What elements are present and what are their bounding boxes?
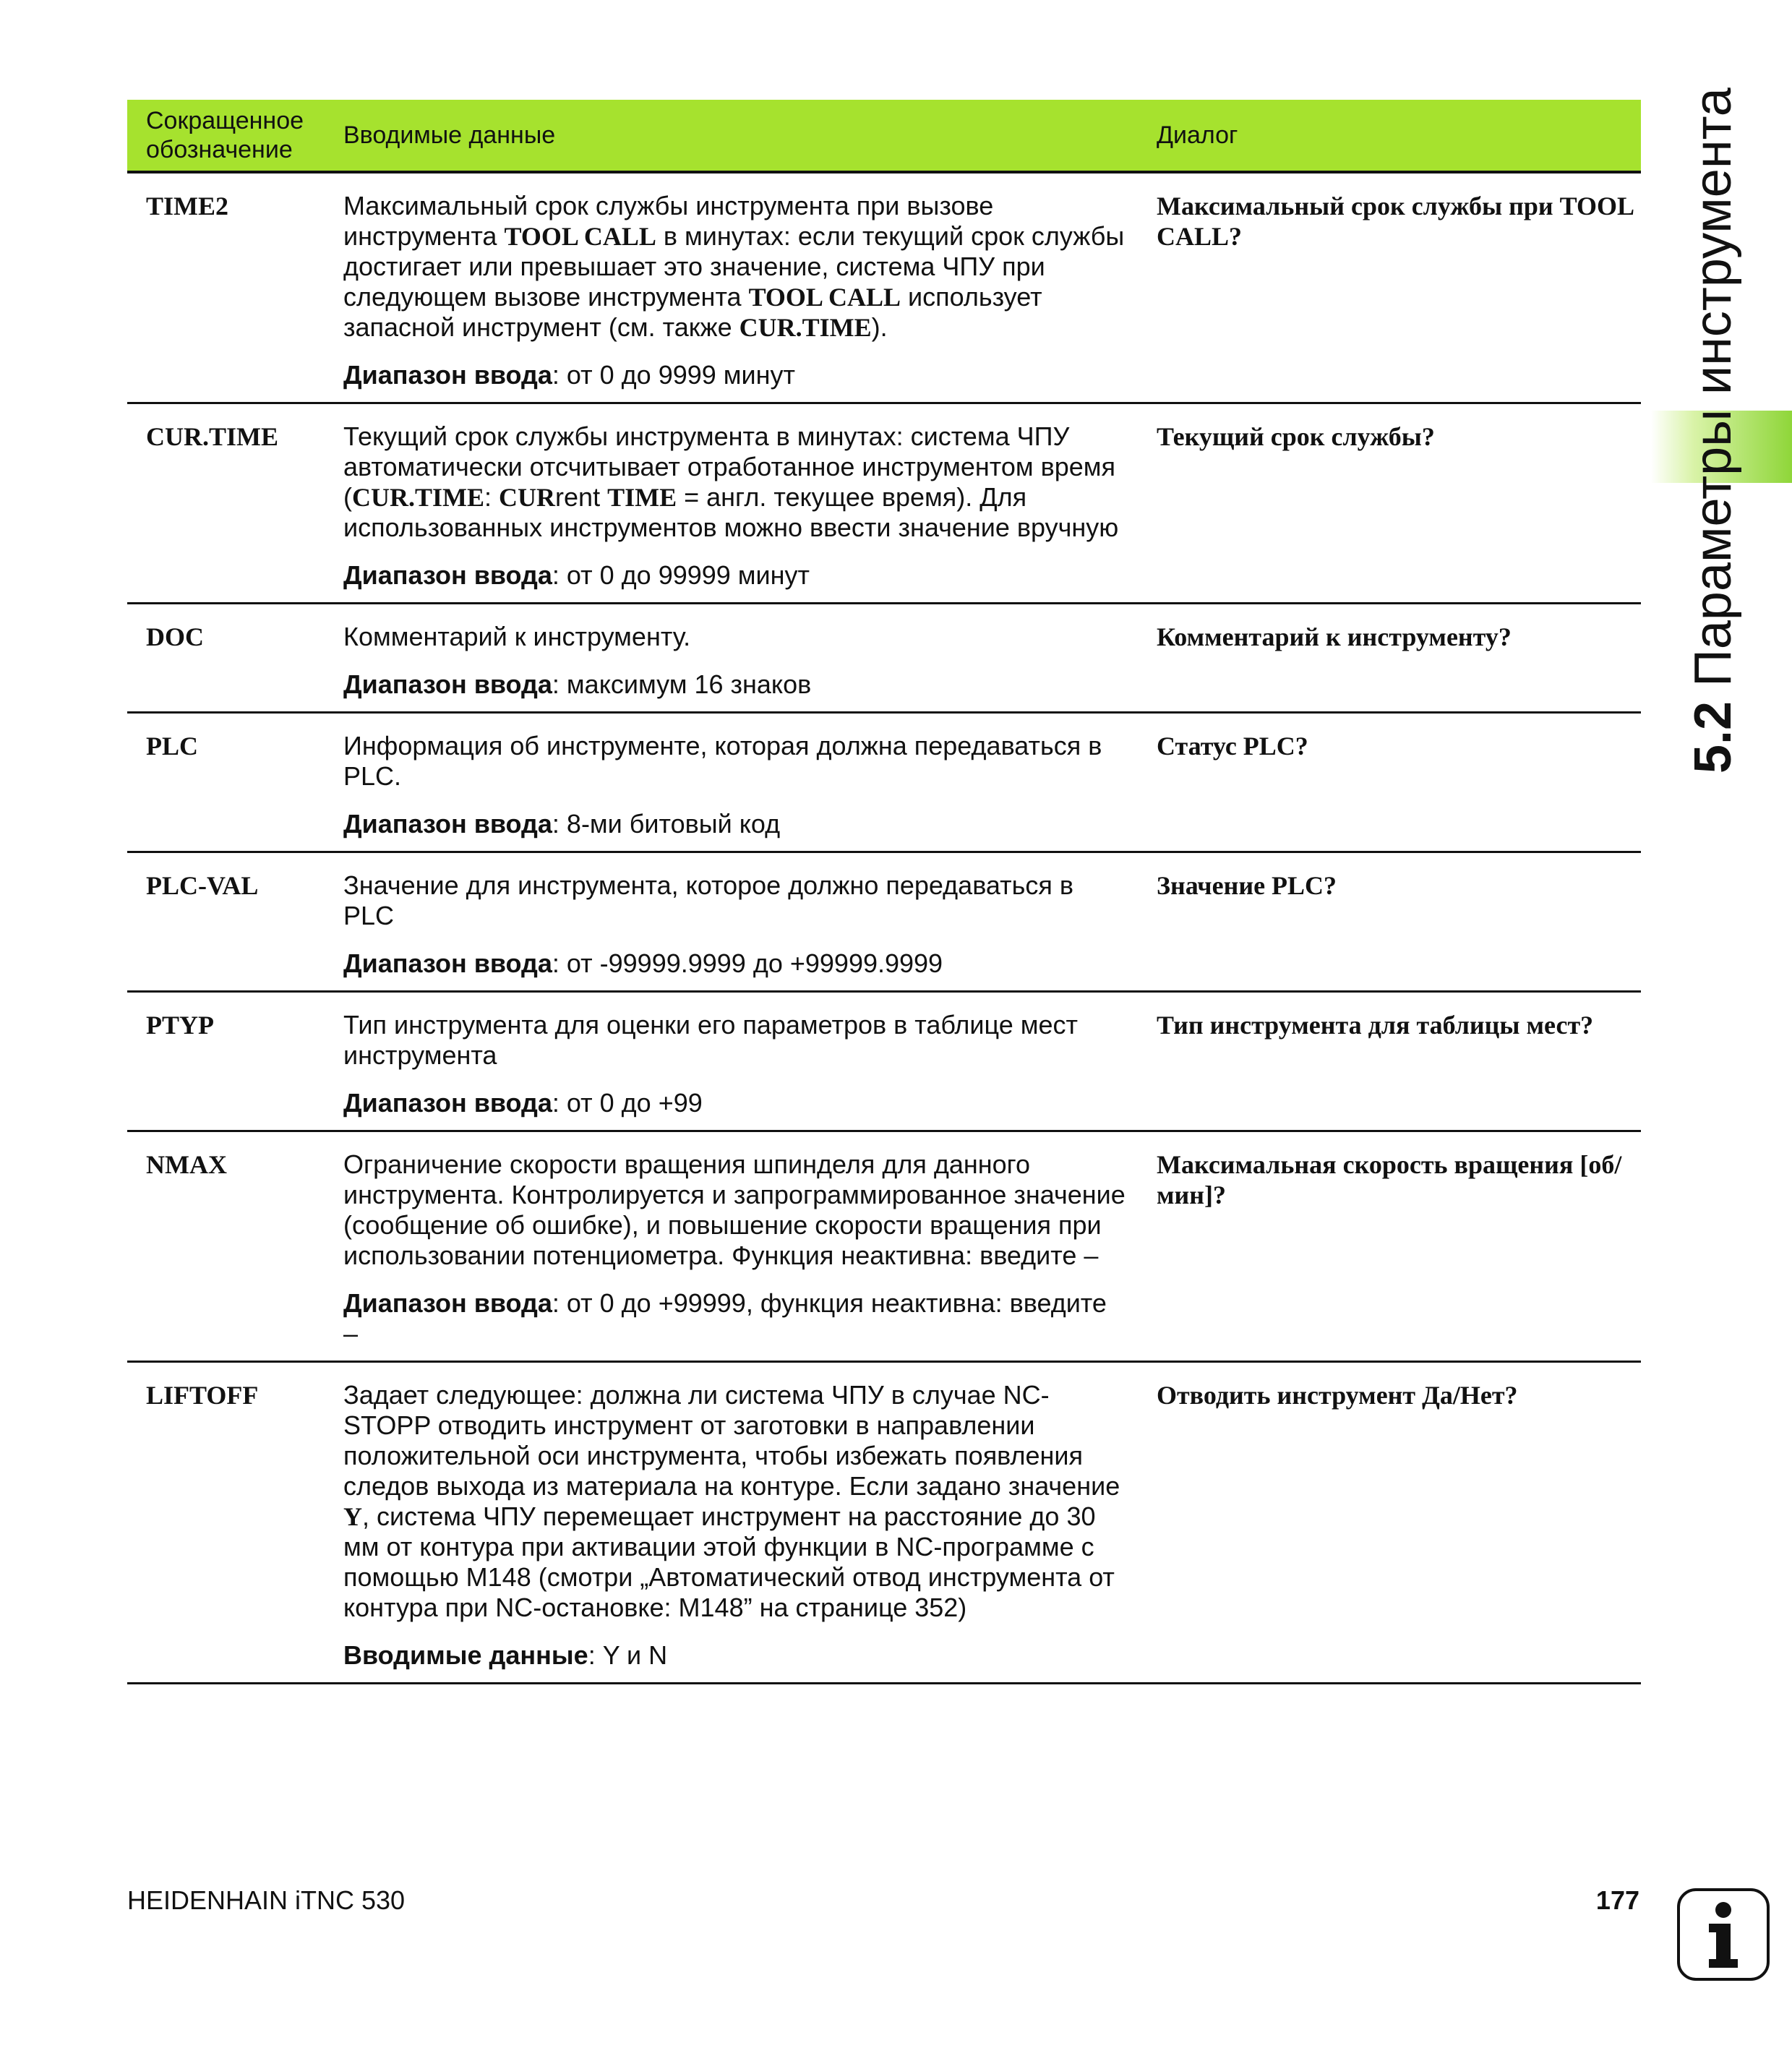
input-range [343, 669, 1128, 700]
parameter-abbreviation: PLC [146, 732, 198, 760]
page-number: 177 [1595, 1885, 1639, 1915]
input-range [343, 1640, 1128, 1671]
dialog-prompt: Тип инструмента для таблицы мест? [1157, 1011, 1594, 1040]
dialog-prompt: Значение PLC? [1157, 871, 1337, 900]
description-text [343, 731, 1128, 792]
description-segment: , система ЧПУ перемещает инструмент на расстояние до 30 мм от контура при активации этой функции в NC-программе с помощью M148 (смотри „Автоматический отвод инструмента от контура при NC-остановке: M148” на странице 352) [343, 1501, 1115, 1622]
parameter-description [343, 421, 1157, 591]
description-text [343, 622, 1128, 652]
description-segment: Значение для инструмента, которое должно передаваться в PLC [343, 870, 1074, 930]
description-segment: CUR [499, 483, 556, 512]
description-segment: Y [343, 1502, 362, 1531]
description-segment: = англ. текущее время). Для использованных инструментов можно ввести значение вручную [343, 482, 1119, 542]
description-text [343, 1380, 1128, 1623]
header-abbreviation-line2: обозначение [146, 136, 293, 163]
input-range-label: Диапазон ввода [343, 360, 552, 390]
table-body [127, 173, 1641, 1684]
input-range-label: Диапазон ввода [343, 1288, 552, 1318]
parameter-description [343, 870, 1157, 979]
table-row [127, 714, 1641, 853]
parameter-abbreviation: PTYP [146, 1011, 214, 1040]
description-segment: : [484, 482, 500, 512]
info-icon [1677, 1888, 1770, 1981]
table-row [127, 173, 1641, 404]
parameter-abbreviation: NMAX [146, 1150, 227, 1179]
table-row [127, 1363, 1641, 1684]
input-range-value: : от 0 до +99 [552, 1088, 703, 1118]
input-range [343, 360, 1128, 390]
table-header [127, 100, 1641, 173]
description-segment: Комментарий к инструменту. [343, 622, 691, 651]
parameter-table [127, 100, 1641, 1684]
parameter-description [343, 622, 1157, 700]
input-range-value: : от -99999.9999 до +99999.9999 [552, 948, 943, 978]
section-name: Параметры инструмента [1684, 87, 1742, 687]
input-range-label: Вводимые данные [343, 1640, 588, 1670]
section-title [1684, 87, 1742, 774]
input-range [343, 1288, 1128, 1349]
header-abbreviation [127, 106, 343, 164]
input-range [343, 809, 1128, 839]
description-segment: Текущий срок службы инструмента в минутах: система ЧПУ автоматически отсчитывает отработанное инструментом время ( [343, 421, 1116, 512]
parameter-abbreviation: TIME2 [146, 192, 229, 220]
section-number: 5.2 [1684, 700, 1742, 774]
description-text [343, 1149, 1128, 1271]
description-segment: CUR.TIME [739, 313, 872, 342]
input-range [343, 560, 1128, 591]
description-segment: Ограничение скорости вращения шпинделя для данного инструмента. Контролируется и запрограммированное значение (сообщение об ошибке), и повышение скорости вращения при использовании потенциометра. Функция неактивна: введите – [343, 1149, 1126, 1270]
input-range-value: : Y и N [588, 1640, 668, 1670]
parameter-description [343, 731, 1157, 839]
table-row [127, 853, 1641, 993]
description-segment: Задает следующее: должна ли система ЧПУ в случае NC-STOPP отводить инструмент от заготовки в направлении положительной оси инструмента, чтобы избежать появления следов выхода из материала на контуре. Если задано значение [343, 1380, 1120, 1501]
header-input-data: Вводимые данные [343, 121, 556, 149]
parameter-abbreviation: CUR.TIME [146, 422, 279, 451]
description-text [343, 870, 1128, 931]
header-abbreviation-line1: Сокращенное [146, 107, 304, 134]
input-range-label: Диапазон ввода [343, 669, 552, 699]
input-range-label: Диапазон ввода [343, 560, 552, 590]
description-text [343, 1010, 1128, 1071]
description-segment: ). [871, 312, 888, 342]
description-segment: CUR.TIME [352, 483, 485, 512]
dialog-prompt: Статус PLC? [1157, 732, 1308, 760]
description-text [343, 421, 1128, 543]
description-segment: Максимальный срок службы инструмента при вызове инструмента [343, 191, 994, 251]
input-range-value: : от 0 до 99999 минут [552, 560, 810, 590]
parameter-abbreviation: DOC [146, 622, 204, 651]
input-range-label: Диапазон ввода [343, 809, 552, 839]
table-row [127, 604, 1641, 714]
description-text [343, 191, 1128, 343]
input-range [343, 1088, 1128, 1118]
footer-product: HEIDENHAIN iTNC 530 [127, 1885, 406, 1915]
description-segment: использует запасной инструмент (см. также [343, 282, 1042, 342]
parameter-description [343, 1149, 1157, 1349]
description-segment: Тип инструмента для оценки его параметров в таблице мест инструмента [343, 1010, 1078, 1070]
table-row [127, 1132, 1641, 1363]
parameter-description [343, 1380, 1157, 1671]
parameter-description [343, 191, 1157, 390]
description-segment: rent [555, 482, 608, 512]
description-segment: Информация об инструменте, которая должна передаваться в PLC. [343, 731, 1102, 791]
dialog-prompt: Отводить инструмент Да/Нет? [1157, 1381, 1518, 1410]
description-segment: TOOL CALL [748, 283, 901, 312]
dialog-prompt: Текущий срок службы? [1157, 422, 1435, 451]
input-range-label: Диапазон ввода [343, 948, 552, 978]
parameter-abbreviation: PLC-VAL [146, 871, 259, 900]
dialog-prompt: Максимальный срок службы при TOOL CALL? [1157, 192, 1634, 251]
input-range-value: : максимум 16 знаков [552, 669, 812, 699]
dialog-prompt: Максимальная скорость вращения [об/мин]? [1157, 1150, 1622, 1209]
header-dialog: Диалог [1157, 121, 1238, 149]
input-range-value: : 8-ми битовый код [552, 809, 781, 839]
input-range-value: : от 0 до +99999, функция неактивна: введите – [343, 1288, 1107, 1348]
description-segment: в минутах: если текущий срок службы достигает или превышает это значение, система ЧПУ при следующем вызове инструмента [343, 221, 1125, 312]
input-range-value: : от 0 до 9999 минут [552, 360, 796, 390]
table-row [127, 404, 1641, 604]
dialog-prompt: Комментарий к инструменту? [1157, 622, 1512, 651]
description-segment: TIME [607, 483, 677, 512]
parameter-description [343, 1010, 1157, 1118]
input-range-label: Диапазон ввода [343, 1088, 552, 1118]
parameter-abbreviation: LIFTOFF [146, 1381, 259, 1410]
input-range [343, 948, 1128, 979]
description-segment: TOOL CALL [504, 222, 656, 251]
table-row [127, 993, 1641, 1132]
